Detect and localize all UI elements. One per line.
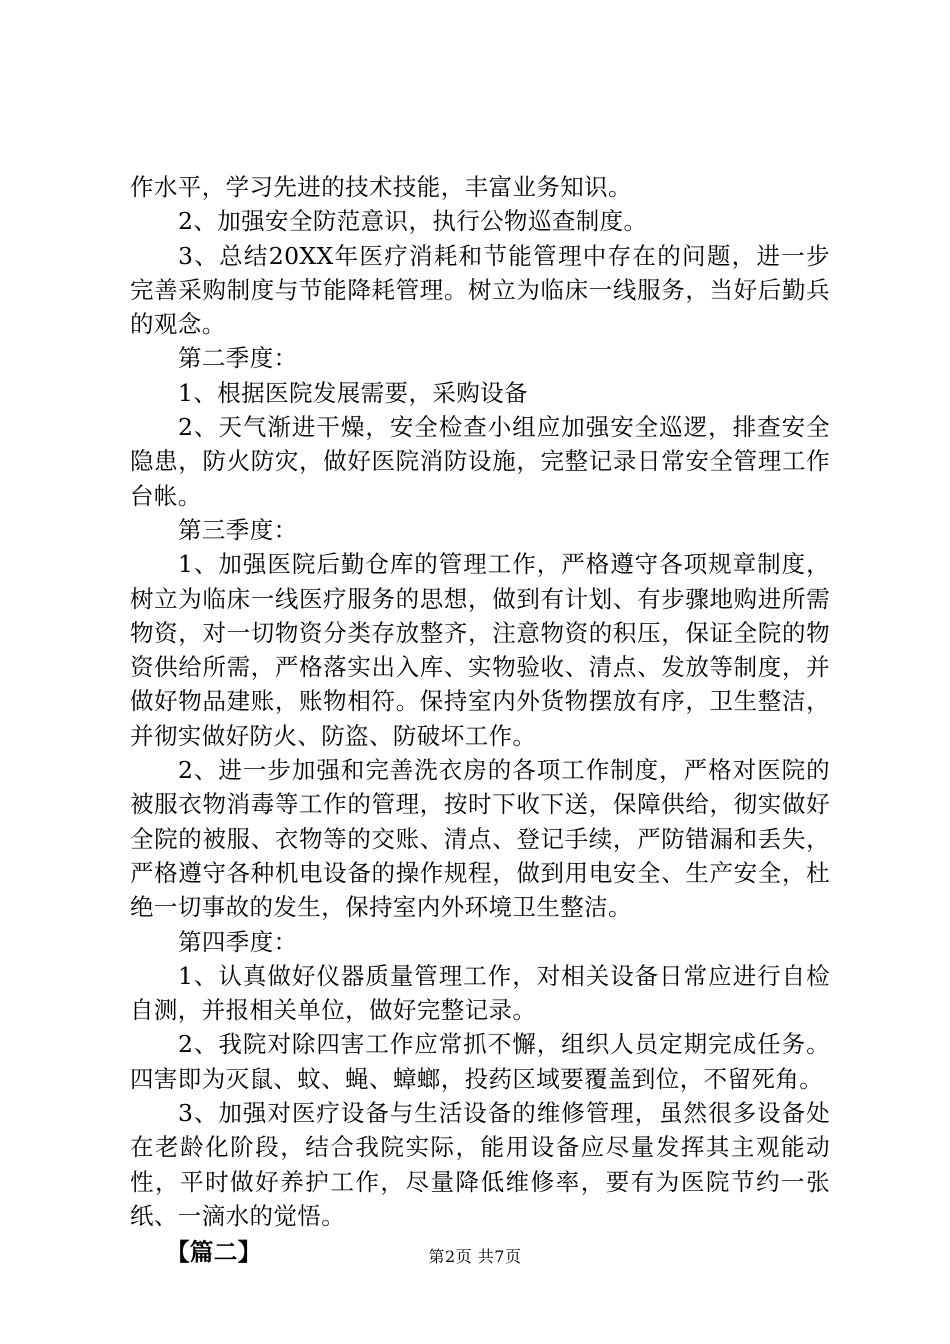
paragraph-continuation: 作水平，学习先进的技术技能，丰富业务知识。 [130,173,632,201]
paragraph-item: 1、认真做好仪器质量管理工作，对相关设备日常应进行自检自测，并报相关单位，做好完整记录。 [130,961,830,1025]
quarter-heading-3: 第三季度： [178,515,298,544]
quarter-heading-4: 第四季度： [178,927,298,956]
paragraph-item: 3、加强对医疗设备与生活设备的维修管理，虽然很多设备处在老龄化阶段，结合我院实际，能用设备应尽量发挥其主观能动性，平时做好养护工作，尽量降低维修率，要有为医院节约一张纸、一滴水的觉悟。 [130,1099,830,1230]
paragraph-item: 3、总结20XX年医疗消耗和节能管理中存在的问题，进一步完善采购制度与节能降耗管理。树立为临床一线服务，当好后勤兵的观念。 [130,241,830,339]
quarter-heading-2: 第二季度： [178,344,298,373]
page-number-footer: 第2页 共7页 [428,1247,522,1266]
document-body [130,170,830,1270]
paragraph-item: 1、加强医院后勤仓库的管理工作，严格遵守各项规章制度，树立为临床一线医疗服务的思想，做到有计划、有步骤地购进所需物资，对一切物资分类存放整齐，注意物资的积压，保证全院的物资供给所需，严格落实出入库、实物验收、清点、发放等制度，并做好物品建账，账物相符。保持室内外货物摆放有序，卫生整洁，并彻实做好防火、防盗、防破坏工作。 [130,550,830,750]
paragraph-item: 2、天气渐进干燥，安全检查小组应加强安全巡逻，排查安全隐患，防火防灾，做好医院消防设施，完整记录日常安全管理工作台帐。 [130,413,830,510]
paragraph-item: 2、我院对除四害工作应常抓不懈，组织人员定期完成任务。四害即为灭鼠、蚊、蝇、蟑螂，投药区域要覆盖到位，不留死角。 [130,1030,830,1093]
paragraph-item: 1、根据医院发展需要，采购设备 [178,378,528,407]
paragraph-item: 2、加强安全防范意识，执行公物巡查制度。 [178,207,648,236]
section-heading: 【篇二】 [166,1238,262,1267]
paragraph-item: 2、进一步加强和完善洗衣房的各项工作制度，严格对医院的被服衣物消毒等工作的管理，按时下收下送，保障供给，彻实做好全院的被服、衣物等的交账、清点、登记手续，严防错漏和丢失，严格遵守各种机电设备的操作规程，做到用电安全、生产安全，杜绝一切事故的发生，保持室内外环境卫生整洁。 [130,756,830,922]
